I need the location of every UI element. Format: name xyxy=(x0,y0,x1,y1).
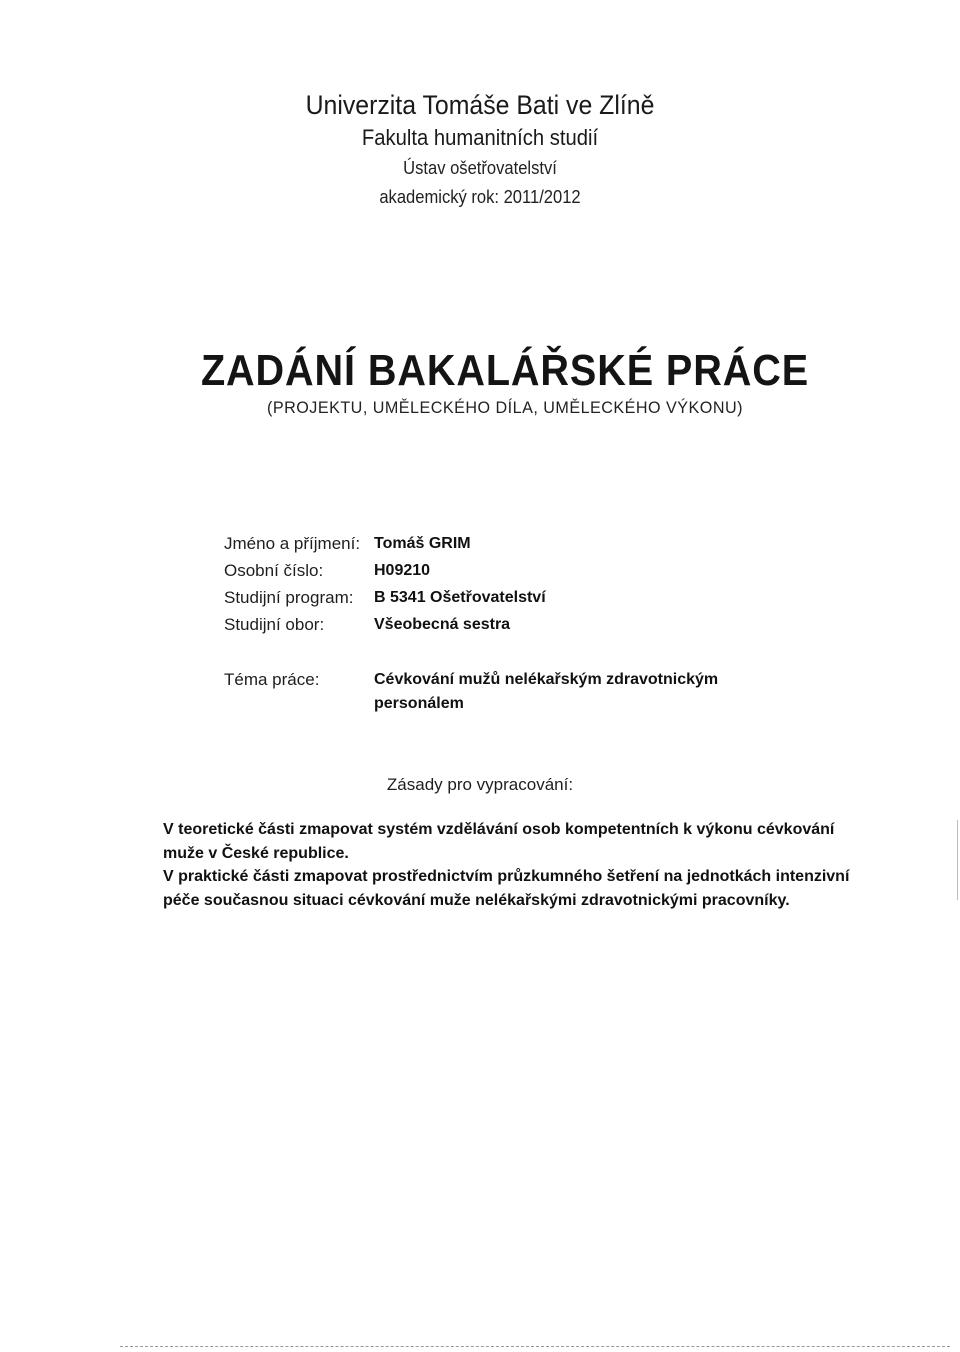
name-label: Jméno a příjmení: xyxy=(224,533,361,553)
student-info xyxy=(224,530,546,638)
page-title: ZADÁNÍ BAKALÁŘSKÉ PRÁCE xyxy=(200,346,810,395)
principles-paragraph-practice: V praktické části zmapovat prostřednictvím průzkumného šetření na jednotkách intenzivní péče současnou situaci cévkování muže nelékařskými zdravotnickými pracovníky. xyxy=(163,868,850,909)
id-value: H09210 xyxy=(374,561,431,579)
id-row xyxy=(224,557,546,584)
institute-name: Ústav ošetřovatelství xyxy=(403,158,557,178)
field-label: Studijní obor: xyxy=(224,614,325,634)
university-name: Univerzita Tomáše Bati ve Zlíně xyxy=(305,90,655,120)
academic-year: akademický rok: 2011/2012 xyxy=(379,187,581,207)
page-subtitle: (PROJEKTU, UMĚLECKÉHO DÍLA, UMĚLECKÉHO VÝKONU) xyxy=(267,398,743,417)
faculty-name: Fakulta humanitních studií xyxy=(361,125,599,150)
scan-edge-line xyxy=(957,820,958,900)
name-value: Tomáš GRIM xyxy=(374,534,471,552)
program-row xyxy=(224,584,546,611)
id-label: Osobní číslo: xyxy=(224,560,324,580)
name-row xyxy=(224,530,546,557)
program-value: B 5341 Ošetřovatelství xyxy=(374,588,546,606)
field-value: Všeobecná sestra xyxy=(374,615,511,633)
program-label: Studijní program: xyxy=(224,587,354,607)
scan-footer-line xyxy=(120,1346,950,1347)
field-row xyxy=(224,611,546,638)
topic-row xyxy=(224,668,764,716)
document-header xyxy=(0,88,960,212)
topic-label: Téma práce: xyxy=(224,670,320,689)
topic-value: Cévkování mužů nelékařským zdravotnickým personálem xyxy=(374,671,719,712)
principles-heading: Zásady pro vypracování: xyxy=(386,775,574,794)
principles-text xyxy=(163,818,863,912)
principles-paragraph-theory: V teoretické části zmapovat systém vzdělávání osob kompetentních k výkonu cévkování muže v České republice. xyxy=(163,821,835,862)
title-block xyxy=(0,345,960,419)
